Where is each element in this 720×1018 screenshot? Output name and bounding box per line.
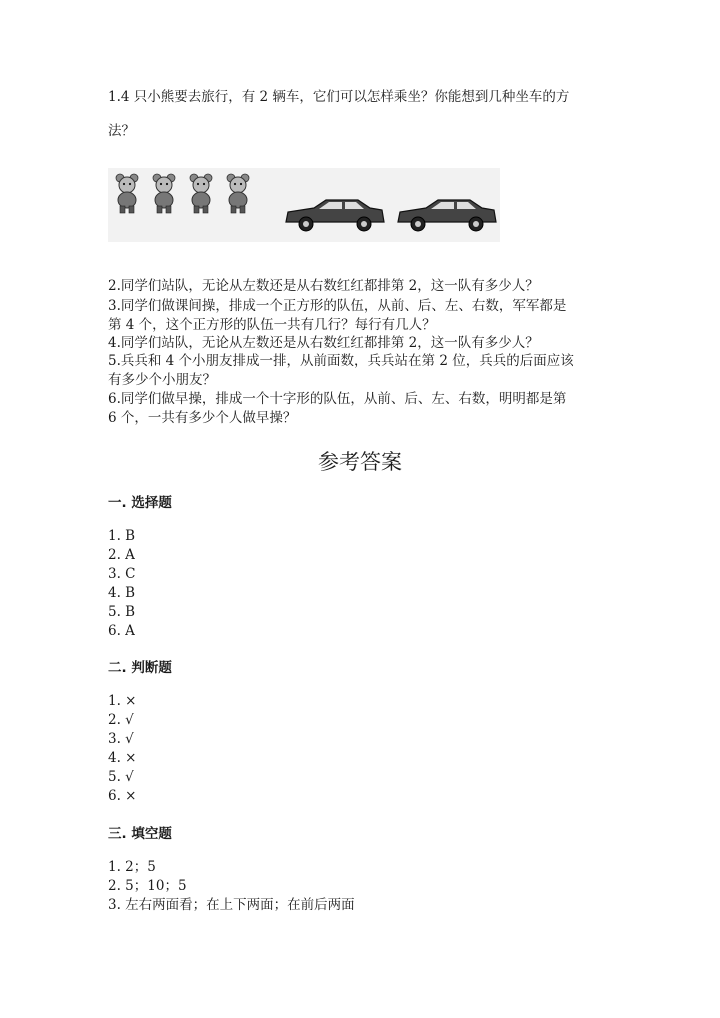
- question-line: 2.同学们站队，无论从左数还是从右数红红都排第 2，这一队有多少人？: [108, 278, 539, 294]
- answer-item: 5. B: [108, 604, 136, 620]
- answer-item: 5. √: [108, 769, 134, 785]
- answer-item: 6. ×: [108, 788, 137, 804]
- question-line: 3.同学们做课间操，排成一个正方形的队伍，从前、后、左、右数，军军都是: [108, 298, 567, 314]
- section-heading: 一. 选择题: [108, 495, 172, 511]
- answer-item: 4. ×: [108, 750, 137, 766]
- section-heading: 三. 填空题: [108, 826, 172, 842]
- answer-item: 1. 2；5: [108, 859, 156, 875]
- answer-key-title: 参考答案: [318, 450, 402, 474]
- answer-item: 2. A: [108, 547, 135, 563]
- question-1-line-1: 1.4 只小熊要去旅行，有 2 辆车，它们可以怎样乘坐？你能想到几种坐车的方: [108, 89, 570, 105]
- answer-item: 3. 左右两面看；在上下两面；在前后两面: [108, 897, 355, 913]
- question-line: 6.同学们做早操，排成一个十字形的队伍，从前、后、左、右数，明明都是第: [108, 391, 567, 407]
- section-heading: 二. 判断题: [108, 660, 172, 676]
- answer-item: 4. B: [108, 585, 136, 601]
- question-line: 第 4 个，这个正方形的队伍一共有几行？每行有几人？: [108, 317, 436, 333]
- answer-item: 3. C: [108, 566, 136, 582]
- answer-item: 2. √: [108, 712, 134, 728]
- answer-item: 1. ×: [108, 693, 137, 709]
- answer-item: 3. √: [108, 731, 134, 747]
- answer-item: 1. B: [108, 528, 136, 544]
- answer-item: 6. A: [108, 623, 135, 639]
- question-1-line-2: 法？: [108, 123, 135, 139]
- answer-item: 2. 5；10；5: [108, 878, 187, 894]
- question-line: 5.兵兵和 4 个小朋友排成一排，从前面数，兵兵站在第 2 位，兵兵的后面应该: [108, 353, 574, 369]
- bears-and-cars-illustration: [108, 168, 500, 242]
- question-line: 4.同学们站队，无论从左数还是从右数红红都排第 2，这一队有多少人？: [108, 335, 539, 351]
- question-line: 6 个，一共有多少个人做早操？: [108, 410, 297, 426]
- question-line: 有多少个小朋友？: [108, 372, 216, 388]
